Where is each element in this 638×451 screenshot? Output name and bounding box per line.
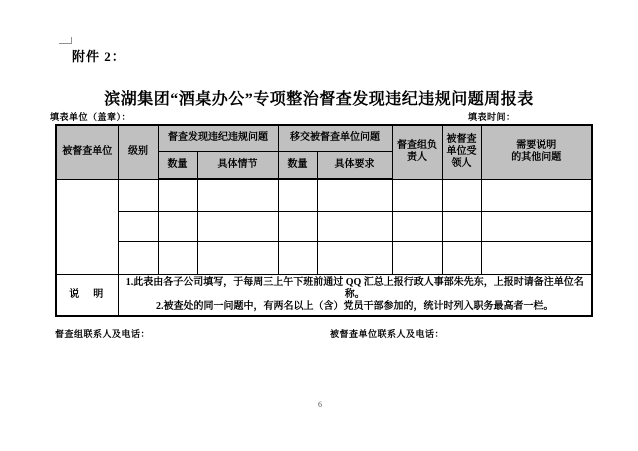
cell-other-issues-3[interactable] [481, 241, 592, 274]
cell-level-2[interactable] [118, 211, 158, 241]
header-transfer-req: 具体要求 [317, 151, 392, 179]
cell-transfer-req-2[interactable] [317, 211, 392, 241]
attachment-label: 附件 2： [72, 49, 126, 64]
header-found-qty: 数量 [158, 151, 197, 179]
header-other-issues [481, 125, 592, 179]
page-number: 6 [318, 400, 322, 409]
cell-transfer-qty-1[interactable] [278, 179, 317, 211]
note-line-1: 1.此表由各子公司填写，于每周三上午下班前通过 QQ 汇总上报行政人事部朱先东，上报时请备注单位名称。 [125, 276, 584, 300]
header-supervised-unit: 被督查单位 [56, 125, 118, 179]
cell-unit-receiver-1[interactable] [442, 179, 481, 211]
cell-found-qty-3[interactable] [158, 241, 197, 274]
cell-level-3[interactable] [118, 241, 158, 274]
notes-cell [118, 274, 592, 316]
header-unit-receiver: 被督查单位受领人 [442, 125, 481, 179]
cell-transfer-qty-3[interactable] [278, 241, 317, 274]
supervision-team-contact-label: 督查组联系人及电话： [55, 329, 151, 339]
notes-label: 说 明 [56, 274, 118, 316]
page-title: 滨湖集团“酒桌办公”专项整治督查发现违纪违规问题周报表 [104, 91, 534, 108]
form-time-label: 填表时间： [468, 112, 516, 122]
header-found-detail: 具体情节 [197, 151, 278, 179]
cell-team-leader-1[interactable] [392, 179, 442, 211]
header-transfer-qty: 数量 [278, 151, 317, 179]
header-found-group: 督查发现违纪违规问题 [158, 125, 278, 151]
cell-found-qty-2[interactable] [158, 211, 197, 241]
header-level: 级别 [118, 125, 158, 179]
cell-transfer-qty-2[interactable] [278, 211, 317, 241]
form-unit-label: 填表单位（盖章）： [50, 112, 132, 122]
cell-supervised-unit[interactable] [56, 179, 118, 274]
cell-other-issues-2[interactable] [481, 211, 592, 241]
cell-found-detail-3[interactable] [197, 241, 278, 274]
cell-level-1[interactable] [118, 179, 158, 211]
header-team-leader: 督查组负责人 [392, 125, 442, 179]
supervised-unit-contact-label: 被督查单位联系人及电话： [330, 329, 445, 339]
header-transfer-group: 移交被督查单位问题 [278, 125, 392, 151]
cell-team-leader-3[interactable] [392, 241, 442, 274]
cell-transfer-req-1[interactable] [317, 179, 392, 211]
cell-found-detail-1[interactable] [197, 179, 278, 211]
cell-other-issues-1[interactable] [481, 179, 592, 211]
header-other-issues-text: 需要说明 的其他问题 [511, 140, 562, 164]
cell-unit-receiver-3[interactable] [442, 241, 481, 274]
cell-found-detail-2[interactable] [197, 211, 278, 241]
note-line-2: 2.被查处的同一问题中，有两名以上（含）党员干部参加的，统计时列入职务最高者一栏。 [156, 300, 554, 312]
cell-transfer-req-3[interactable] [317, 241, 392, 274]
cell-unit-receiver-2[interactable] [442, 211, 481, 241]
report-table [55, 124, 593, 317]
cell-team-leader-2[interactable] [392, 211, 442, 241]
cell-found-qty-1[interactable] [158, 179, 197, 211]
text-boundary-corner-mark [59, 37, 72, 44]
